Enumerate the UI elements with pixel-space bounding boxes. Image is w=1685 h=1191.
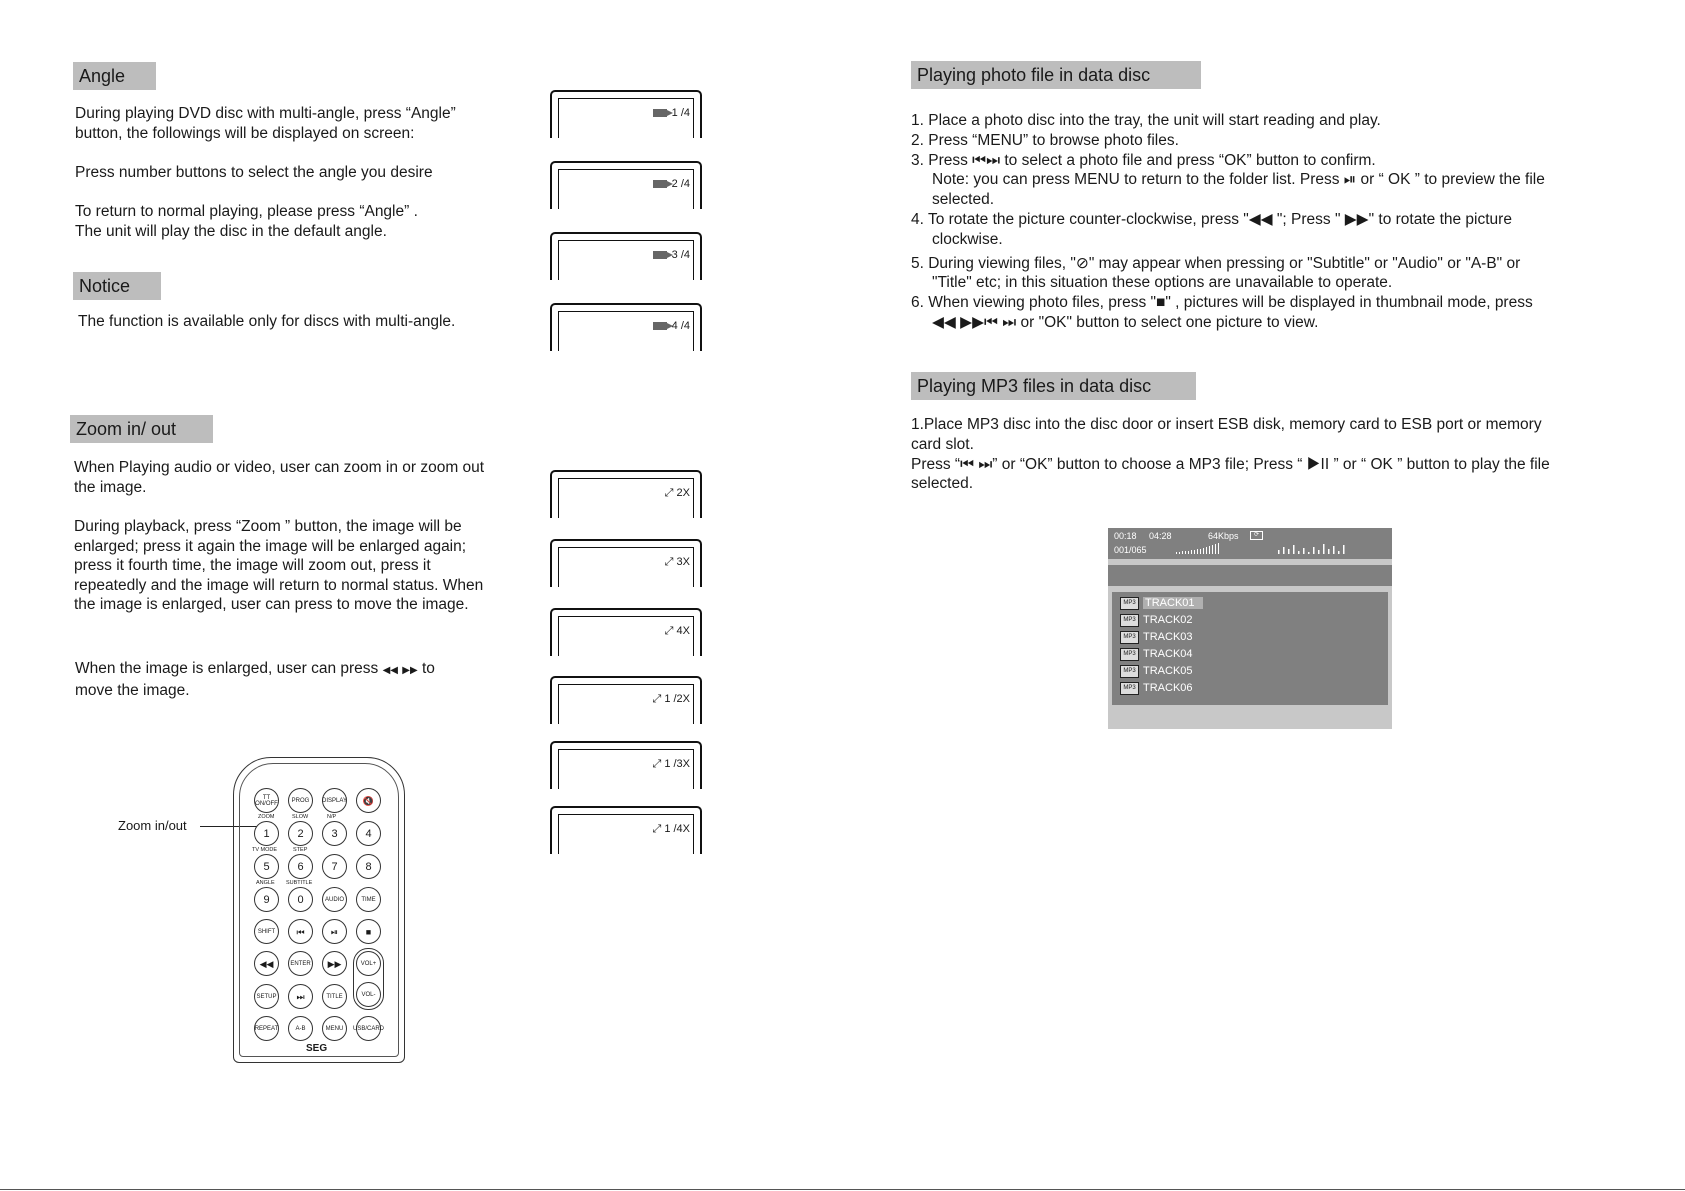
tvmode-label: TV MODE [252,847,278,853]
zoom-screen-3 [550,608,702,656]
shift-button: SHIFT [254,919,279,944]
mp3-step-1: 1.Place MP3 disc into the disc door or insert ESB disk, memory card to ESB port or memory [911,416,1542,433]
track-row [1120,630,1193,645]
zoom-intro-text: When Playing audio or video, user can zoom in or zoom out the image. [74,459,485,496]
zoom-screen-2 [550,539,702,587]
total-time: 04:28 [1149,531,1172,541]
magnifier-icon: ⤢ [664,487,674,499]
spectrum-analyzer [1276,542,1356,554]
prog-button: PROG [288,788,313,813]
zoom-label: ZOOM [258,814,275,820]
mp3-file-icon: MP3 [1120,665,1139,678]
num-7-button: 7 [322,854,347,879]
zoom-screen-label: ⤢ 3X [664,556,690,568]
photo-step-5-cont: "Title" etc; in this situation these options are unavailable to operate. [932,274,1393,292]
mp3-status-bar [1108,528,1392,559]
notice-text: The function is available only for discs with multi-angle. [78,313,456,330]
zoom-screen-label: ⤢ 2X [664,487,690,499]
magnifier-icon: ⤢ [652,823,662,835]
mp3-file-icon: MP3 [1120,631,1139,644]
angle-screen-label: 4 /4 [653,320,690,332]
photo-note-cont: selected. [932,191,995,209]
stop-button: ■ [356,919,381,944]
zoom-screen-5 [550,741,702,789]
zoom-screen-1 [550,470,702,518]
repeat-icon: ⟳ [1250,531,1263,540]
camera-icon [653,180,667,188]
track-row [1120,613,1193,628]
magnifier-icon: ⤢ [664,625,674,637]
num-1-button: 1 [254,821,279,846]
photo-step-1: 1. Place a photo disc into the tray, the unit will start reading and play. [911,112,1381,129]
rewind-button: ◀◀ [254,951,279,976]
photo-note: Note: you can press MENU to return to the folder list. Press ⏯ or “ OK ” to preview the file [932,171,1545,189]
angle-header: Angle [73,62,156,90]
angle-screen-4 [550,303,702,351]
setup-button: SETUP [254,984,279,1009]
volume-meter-bars [1174,542,1238,554]
photo-step-5: 5. During viewing files, "⊘" may appear when pressing or "Subtitle" or "Audio" or "A-B" or [911,254,1521,272]
audio-button: AUDIO [322,887,347,912]
angle-default-text: The unit will play the disc in the default angle. [75,223,387,240]
mp3-file-icon: MP3 [1120,597,1139,610]
mp3-step-1-cont: card slot. [911,435,974,453]
num-5-button: 5 [254,854,279,879]
track-name: TRACK06 [1143,682,1193,694]
zoom-screen-label: ⤢ 1 /2X [652,693,690,705]
ab-button: A-B [288,1016,313,1041]
vol-up-button: VOL+ [356,951,381,976]
mp3-file-icon: MP3 [1120,614,1139,627]
track-row [1120,647,1193,662]
zoom-playback-text: During playback, press “Zoom ” button, the image will be enlarged; press it again the image will be enlarged again; press it fourth time, the image will zoom out, press it repeatedly and the image will return to normal status. When the image is enlarged, user can press to move the image. [74,518,484,613]
photo-step-2: 2. Press “MENU” to browse photo files. [911,131,1179,149]
angle-screen-label: 3 /4 [653,249,690,261]
slow-label: SLOW [292,814,309,820]
angle-screen-3 [550,232,702,280]
zoom-callout-label: Zoom in/out [118,818,187,833]
photo-step-3: 3. Press ⏮⏭ to select a photo file and press “OK” button to confirm. [911,151,1376,169]
zoom-header: Zoom in/ out [70,415,213,443]
mp3-file-icon: MP3 [1120,682,1139,695]
camera-icon [653,251,667,259]
usb-card-button: USB/CARD [356,1016,381,1041]
mute-button [356,788,381,813]
angle-return-text: To return to normal playing, please press “Angle” . [75,203,418,220]
repeat-button: REPEAT [254,1016,279,1041]
zoom-screen-label: ⤢ 1 /3X [652,758,690,770]
track-row [1120,596,1203,611]
camera-icon [653,109,667,117]
num-3-button: 3 [322,821,347,846]
brand-logo: SEG [306,1043,328,1054]
photo-step-4-cont: clockwise. [932,230,1003,248]
mp3-step-2: Press “⏮ ⏭” or “OK” button to choose a MP3 file; Press “ ▶II ” or “ OK ” button to play the file [911,455,1550,473]
track-name: TRACK05 [1143,665,1193,677]
time-button: TIME [356,887,381,912]
track-name: TRACK03 [1143,631,1193,643]
photo-step-6-cont: ◀◀ ▶▶⏮ ⏭ or "OK" button to select one picture to view. [932,313,1319,331]
photo-step-4: 4. To rotate the picture counter-clockwise, press "◀◀ "; Press " ▶▶" to rotate the picture [911,210,1512,228]
mp3-path-bar [1108,565,1392,586]
num-8-button: 8 [356,854,381,879]
menu-button: MENU [322,1016,347,1041]
mp3-file-icon: MP3 [1120,648,1139,661]
angle-screen-label: 1 /4 [653,107,690,119]
num-9-button: 9 [254,887,279,912]
track-name: TRACK04 [1143,648,1193,660]
elapsed-time: 00:18 [1114,531,1137,541]
mp3-header: Playing MP3 files in data disc [911,372,1196,400]
zoom-screen-label: ⤢ 1 /4X [652,823,690,835]
camera-icon [653,322,667,330]
spectrum-bars [1276,542,1356,554]
mute-icon: 🔇 [362,795,375,806]
page-bottom-rule [0,1189,1685,1190]
mp3-step-2-cont: selected. [911,475,974,493]
mp3-instructions [911,415,1631,494]
track-row [1120,664,1193,679]
notice-header: Notice [73,272,161,300]
zoom-screen-4 [550,676,702,724]
angle-select-text: Press number buttons to select the angle you desire [75,164,433,181]
display-button: DISPLAY [322,788,347,813]
track-name: TRACK02 [1143,614,1193,626]
vol-down-button: VOL- [356,982,381,1007]
num-2-button: 2 [288,821,313,846]
magnifier-icon: ⤢ [652,693,662,705]
angle-screen-label: 2 /4 [653,178,690,190]
enter-button: ENTER [288,951,313,976]
subtitle-label: SUBTITLE [286,880,313,886]
zoom-screen-6 [550,806,702,854]
next-button: ⏭ [288,984,313,1009]
track-row [1120,681,1193,696]
rewind-icon: ◀◀ [382,665,398,676]
magnifier-icon: ⤢ [652,758,662,770]
step-label: STEP [293,847,308,853]
np-label: N/P [327,814,337,820]
track-name: TRACK01 [1143,597,1203,609]
previous-button: ⏮ [288,919,313,944]
fast-forward-icon: ▶▶ [402,665,418,676]
photo-instructions [911,111,1631,333]
angle-label: ANGLE [256,880,275,886]
angle-intro-text: During playing DVD disc with multi-angle, press “Angle” button, the followings will be displayed on screen: [75,105,456,142]
num-4-button: 4 [356,821,381,846]
bitrate: 64Kbps [1208,531,1239,541]
num-6-button: 6 [288,854,313,879]
track-counter: 001/065 [1114,545,1147,555]
angle-screen-1 [550,90,702,138]
volume-meter [1174,542,1238,554]
remote-control [233,757,405,1063]
zoom-screen-label: ⤢ 4X [664,625,690,637]
photo-step-6: 6. When viewing photo files, press "■" , pictures will be displayed in thumbnail mode, press [911,294,1533,312]
play-pause-button: ⏯ [322,919,347,944]
photo-header: Playing photo file in data disc [911,61,1201,89]
mp3-screen [1108,528,1392,729]
num-0-button: 0 [288,887,313,912]
mp3-track-list [1112,592,1388,705]
title-button: TITLE [322,984,347,1009]
fast-forward-button: ▶▶ [322,951,347,976]
tt-onoff-button: TT ON/OFF [254,788,279,813]
zoom-move-text: When the image is enlarged, user can press ◀◀ ▶▶ to move the image. [75,660,435,699]
angle-screen-2 [550,161,702,209]
magnifier-icon: ⤢ [664,556,674,568]
